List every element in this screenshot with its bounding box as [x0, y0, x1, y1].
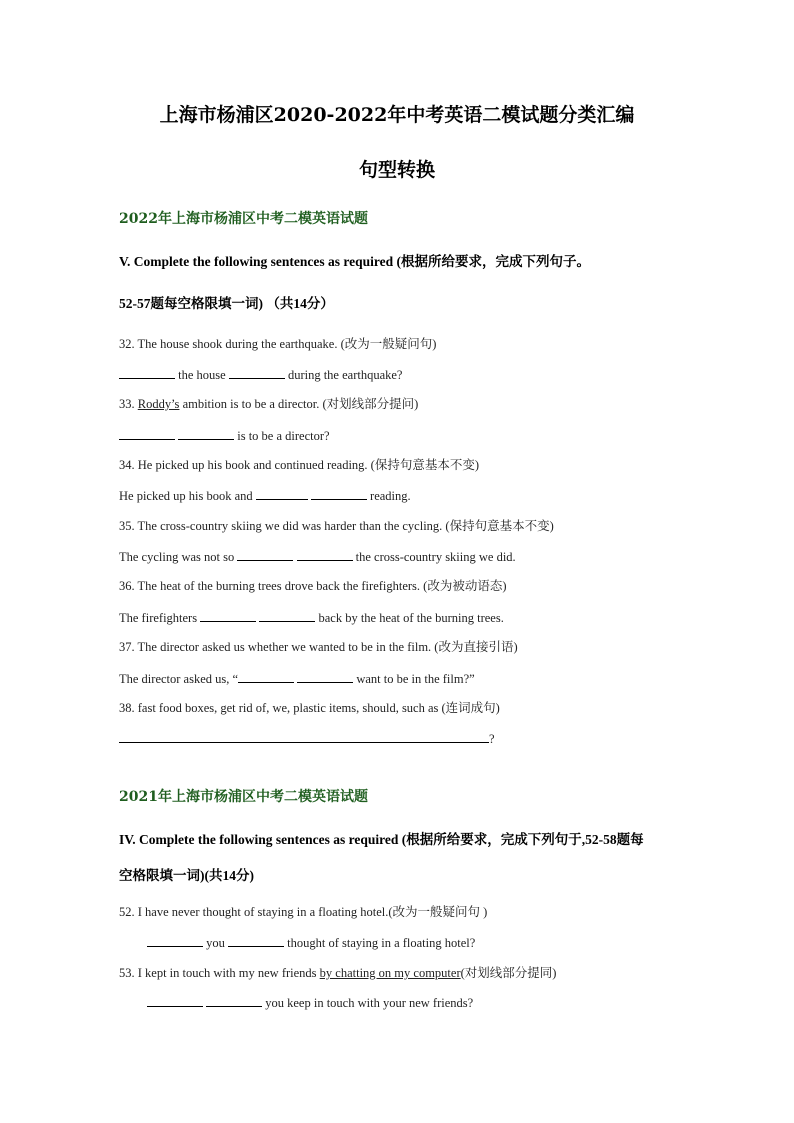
answer-text: He picked up his book and: [119, 489, 256, 503]
answer-text: you: [203, 936, 228, 950]
answer-text: back by the heat of the burning trees.: [315, 611, 504, 625]
answer-blank[interactable]: [147, 994, 203, 1007]
answer-text: during the earthquake?: [284, 368, 403, 382]
question-34-answer: [119, 487, 411, 504]
answer-text: The director asked us, “: [119, 672, 239, 686]
answer-blank[interactable]: [147, 934, 203, 947]
question-35-answer: [119, 548, 516, 565]
answer-text: The cycling was not so: [119, 550, 238, 564]
question-38-answer: [119, 730, 495, 747]
question-52-answer: [147, 934, 475, 951]
question-33-prompt: 33. Roddy’s ambition is to be a director. (对划线部分提问): [119, 397, 419, 411]
answer-blank[interactable]: [229, 366, 285, 379]
underlined-phrase: by chatting on my computer: [319, 966, 461, 980]
answer-blank[interactable]: [256, 487, 308, 500]
question-53-answer: [147, 994, 473, 1011]
section-instructions-2022-line1: V. Complete the following sentences as required (根据所给要求，完成下列句子。: [119, 254, 590, 269]
question-38-prompt: 38. fast food boxes, get rid of, we, plastic items, should, such as (连词成句): [119, 701, 500, 715]
answer-text: The firefighters: [119, 611, 201, 625]
answer-blank[interactable]: [311, 487, 367, 500]
answer-text: you keep in touch with your new friends?: [262, 996, 474, 1010]
answer-text: reading.: [366, 489, 411, 503]
section-heading-2021: 2021年上海市杨浦区中考二模英语试题: [119, 789, 368, 805]
answer-blank[interactable]: [206, 994, 262, 1007]
question-36-prompt: 36. The heat of the burning trees drove back the firefighters. (改为被动语态): [119, 579, 507, 593]
answer-blank[interactable]: [119, 730, 489, 743]
question-36-answer: [119, 609, 504, 626]
answer-blank[interactable]: [259, 609, 315, 622]
answer-text: ?: [489, 732, 495, 746]
question-52-prompt: 52. I have never thought of staying in a floating hotel.(改为一般疑问句 ): [119, 905, 488, 919]
answer-blank[interactable]: [178, 427, 234, 440]
question-35-prompt: 35. The cross-country skiing we did was harder than the cycling. (保持句意基本不变): [119, 519, 554, 533]
answer-blank[interactable]: [119, 427, 175, 440]
question-32-answer: [119, 366, 402, 383]
answer-blank[interactable]: [200, 609, 256, 622]
answer-text: thought of staying in a floating hotel?: [284, 936, 476, 950]
answer-text: the cross-country skiing we did.: [352, 550, 516, 564]
answer-blank[interactable]: [119, 366, 175, 379]
question-32-prompt: 32. The house shook during the earthquake. (改为一般疑问句): [119, 337, 437, 351]
document-title: 上海市杨浦区2020-2022年中考英语二模试题分类汇编: [159, 104, 635, 126]
document-subtitle: 句型转换: [358, 159, 435, 181]
answer-blank[interactable]: [228, 934, 284, 947]
question-34-prompt: 34. He picked up his book and continued reading. (保持句意基本不变): [119, 458, 480, 472]
section-instructions-2021-line1: IV. Complete the following sentences as required (根据所给要求，完成下列句于,52-58题每: [119, 832, 644, 847]
answer-blank[interactable]: [237, 548, 293, 561]
answer-blank[interactable]: [238, 670, 294, 683]
section-instructions-2021-line2: 空格限填一词)(共14分): [119, 868, 254, 883]
answer-blank[interactable]: [297, 548, 353, 561]
question-53-prompt: 53. I kept in touch with my new friends by chatting on my computer(对划线部分提同): [119, 966, 557, 980]
section-heading-2022: 2022年上海市杨浦区中考二模英语试题: [119, 211, 368, 227]
question-33-answer: [119, 427, 330, 444]
answer-text: want to be in the film?”: [353, 672, 475, 686]
section-instructions-2022-line2: 52-57题每空格限填一词) （共14分）: [119, 296, 334, 311]
question-37-prompt: 37. The director asked us whether we wanted to be in the film. (改为直接引语): [119, 640, 518, 654]
answer-blank[interactable]: [297, 670, 353, 683]
answer-text: is to be a director?: [234, 429, 330, 443]
question-37-answer: [119, 670, 475, 687]
underlined-phrase: Roddy’s: [137, 397, 180, 411]
answer-text: the house: [175, 368, 229, 382]
